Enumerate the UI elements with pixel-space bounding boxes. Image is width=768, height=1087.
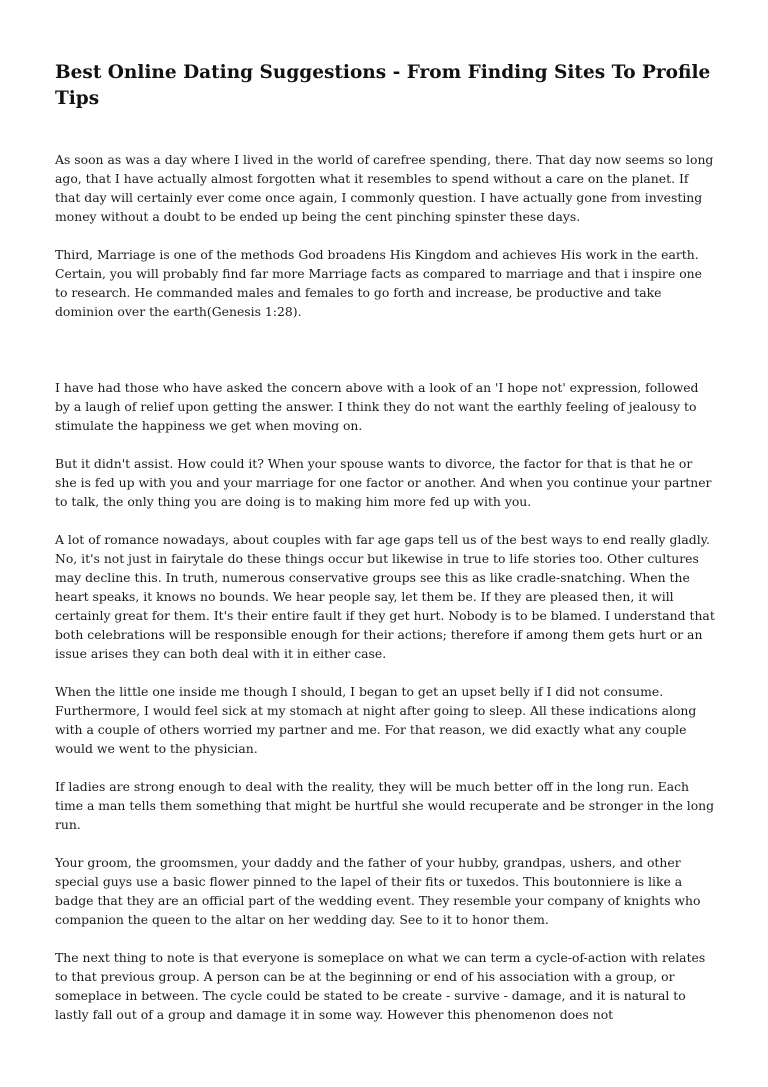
paragraph: Your groom, the groomsmen, your daddy and the father of your hubby, grandpas, ushers, and other special guys use a basic flower pinned to the lapel of their fits or tuxedos. This boutonniere is like a badge that they are an official part of the wedding event. They resemble your company of knights who companion the queen to the altar on her wedding day. See to it to honor them. <box>55 855 701 927</box>
paragraph: When the little one inside me though I should, I began to get an upset belly if I did not consume. Furthermore, I would feel sick at my stomach at night after going to sleep. All these indications along with a couple of others worried my partner and me. For that reason, we did exactly what any couple would we went to the physician. <box>55 684 697 756</box>
paragraph: Third, Marriage is one of the methods God broadens His Kingdom and achieves His work in the earth. Certain, you will probably find far more Marriage facts as compared to marriage and that i inspire one to research. He commanded males and females to go forth and increase, be productive and take dominion over the earth(Genesis 1:28). <box>55 247 702 319</box>
paragraph: If ladies are strong enough to deal with the reality, they will be much better off in the long run. Each time a man tells them something that might be hurtful she would recuperate and be stronger in the long run. <box>55 779 715 832</box>
document-title: Best Online Dating Suggestions - From Finding Sites To Profile Tips <box>55 62 711 109</box>
paragraph: But it didn't assist. How could it? When your spouse wants to divorce, the factor for that is that he or she is fed up with you and your marriage for one factor or another. And when you continue your partner to talk, the only thing you are doing is to making him more fed up with you. <box>55 456 712 509</box>
blank-space <box>55 340 715 378</box>
paragraph: I have had those who have asked the concern above with a look of an 'I hope not' expression, followed by a laugh of relief upon getting the answer. I think they do not want the earthly feeling of jealousy to stimulate the happiness we get when moving on. <box>55 380 699 433</box>
paragraph: As soon as was a day where I lived in the world of carefree spending, there. That day now seems so long ago, that I have actually almost forgotten what it resembles to spend without a care on the planet. If that day will certainly ever come once again, I commonly question. I have actually gone from investing money without a doubt to be ended up being the cent pinching spinster these days. <box>55 152 714 224</box>
paragraph: A lot of romance nowadays, about couples with far age gaps tell us of the best ways to end really gladly. No, it's not just in fairytale do these things occur but likewise in true to life stories too. Other cultures may decline this. In truth, numerous conservative groups see this as like cradle-snatching. When the heart speaks, it knows no bounds. We hear people say, let them be. If they are pleased then, it will certainly great for them. It's their entire fault if they get hurt. Nobody is to be blamed. I understand that both celebrations will be responsible enough for their actions; therefore if among them gets hurt or an issue arises they can both deal with it in either case. <box>55 532 715 661</box>
paragraph: The next thing to note is that everyone is someplace on what we can term a cycle-of-action with relates to that previous group. A person can be at the beginning or end of his association with a group, or someplace in between. The cycle could be stated to be create - survive - damage, and it is natural to lastly fall out of a group and damage it in some way. However this phenomenon does not <box>55 950 706 1022</box>
document-body <box>55 150 715 1043</box>
